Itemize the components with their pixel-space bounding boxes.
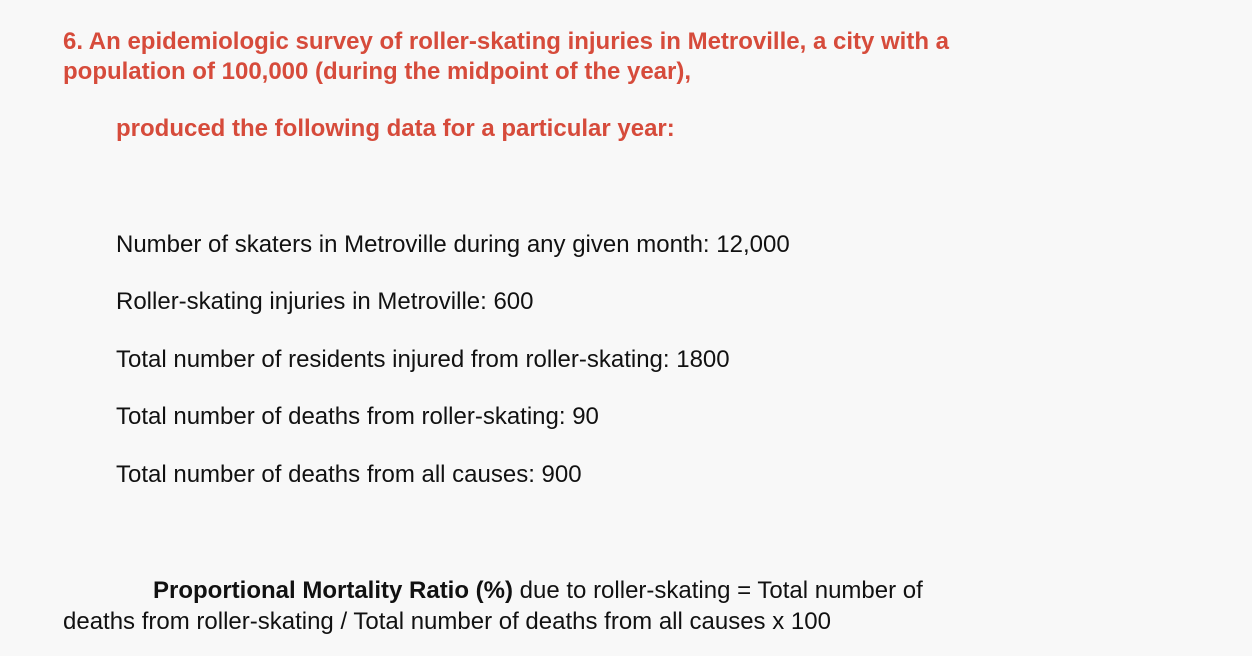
question-line-2: population of 100,000 (during the midpoint of the year), — [63, 58, 692, 85]
formula-term: Proportional Mortality Ratio (%) — [153, 577, 513, 604]
data-item-injuries: Roller-skating injuries in Metroville: 600 — [116, 288, 534, 315]
data-item-all-deaths: Total number of deaths from all causes: 900 — [116, 461, 582, 488]
data-item-skaters: Number of skaters in Metroville during any given month: 12,000 — [116, 231, 790, 258]
data-item-skating-deaths: Total number of deaths from roller-skating: 90 — [116, 403, 599, 430]
data-item-residents-injured: Total number of residents injured from roller-skating: 1800 — [116, 346, 730, 373]
formula-line-1 — [153, 575, 923, 606]
formula-line-2: deaths from roller-skating / Total number of deaths from all causes x 100 — [63, 608, 831, 635]
question-line-3: produced the following data for a particular year: — [116, 115, 675, 142]
formula-line-1-rest: due to roller-skating = Total number of — [513, 577, 923, 604]
question-line-1: 6. An epidemiologic survey of roller-skating injuries in Metroville, a city with a — [63, 28, 949, 55]
